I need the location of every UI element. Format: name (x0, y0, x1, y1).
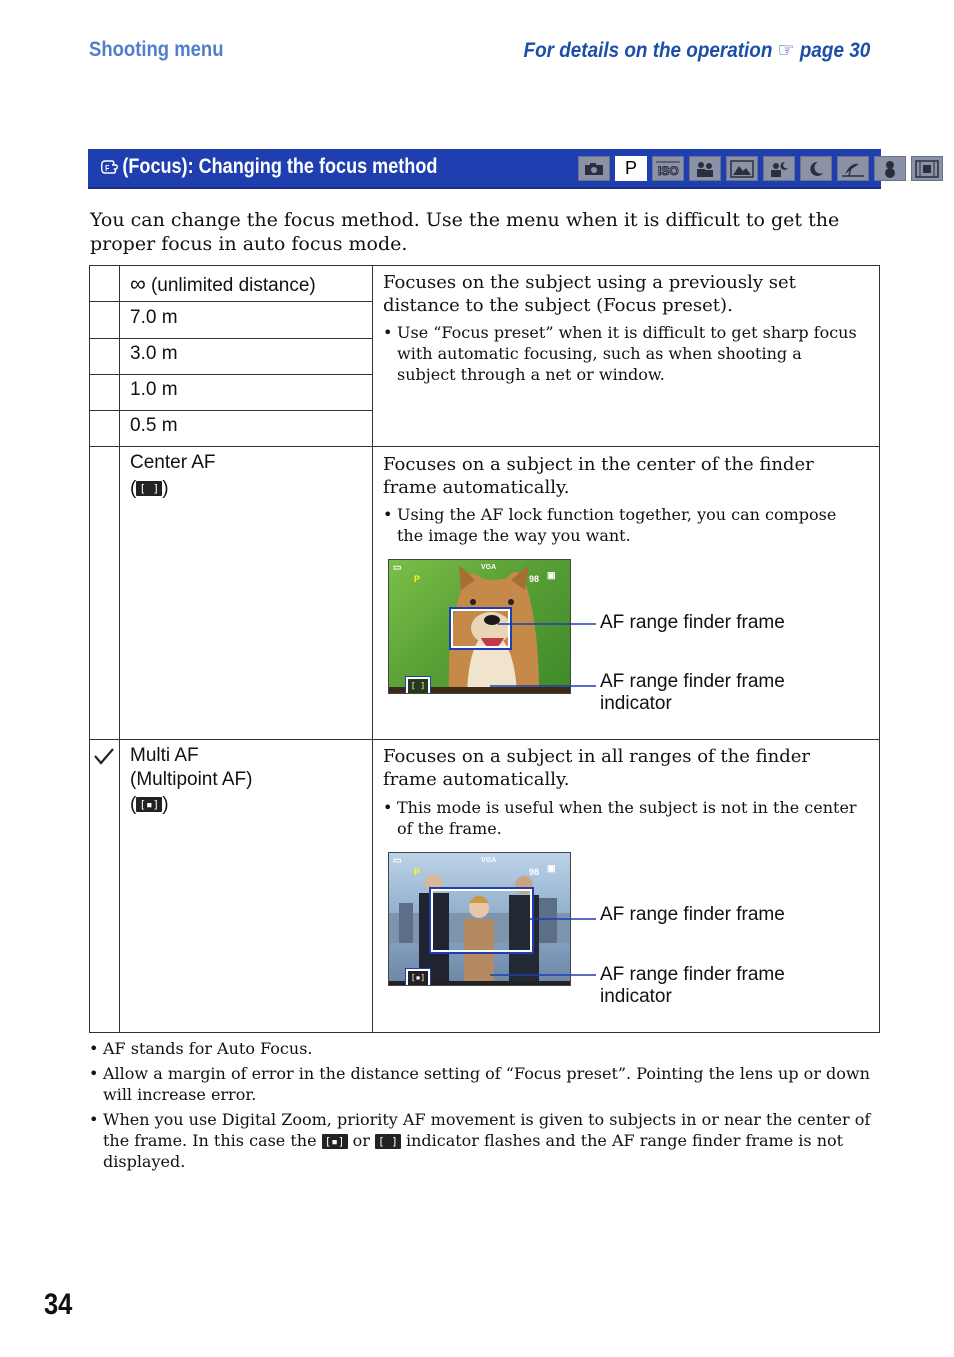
program-mode-icon: P (615, 156, 647, 181)
center-af-icon-line (130, 478, 169, 500)
table-divider (90, 301, 372, 302)
infinity-icon: ∞ (130, 271, 146, 296)
lcd-shot-count: 98 (529, 867, 540, 877)
multi-af-bullet: • This mode is useful when the subject is not in the center of the frame. (383, 797, 863, 839)
focus-preset-bullet: • Use “Focus preset” when it is difficult to get sharp focus with automatic focusing, such as when shooting a subject through a net or window. (383, 322, 863, 385)
option-1m[interactable]: 1.0 m (130, 379, 178, 400)
af-indicator-callout: AF range finder frame indicator (600, 671, 785, 714)
af-indicator-icon: [ ] (406, 677, 430, 694)
note-item: • Allow a margin of error in the distance setting of “Focus preset”. Pointing the lens up or down will increase error. (89, 1063, 884, 1105)
lcd-shot-count: 98 (529, 574, 540, 584)
memory-icon: ▣ (547, 570, 556, 580)
note-item (89, 1109, 884, 1172)
table-divider (90, 410, 372, 411)
center-af-bullet: • Using the AF lock function together, you can compose the image the way you want. (383, 504, 863, 546)
paren: ) (162, 478, 169, 499)
table-divider (372, 266, 373, 1032)
multi-af-icon: [▪] (322, 1134, 348, 1149)
paren: ( (130, 478, 137, 499)
page-reference-link[interactable]: page 30 (799, 39, 870, 62)
twilight-portrait-mode-icon (763, 156, 795, 181)
battery-icon: ▭ (393, 562, 402, 572)
landscape-mode-icon (726, 156, 758, 181)
intro-paragraph: You can change the focus method. Use the menu when it is difficult to get the proper focus in auto focus mode. (90, 209, 840, 255)
paren: ) (162, 794, 169, 815)
focus-options-table (89, 265, 880, 1033)
table-row[interactable] (130, 271, 316, 297)
option-multi-af[interactable]: Multi AF (130, 745, 199, 766)
portrait-mode-icon (689, 156, 721, 181)
option-3m[interactable]: 3.0 m (130, 343, 178, 364)
option-center-af[interactable]: Center AF (130, 452, 216, 473)
callout-lines (490, 616, 600, 696)
center-af-description: Focuses on a subject in the center of the finder frame automatically. (383, 454, 814, 498)
lcd-image-size: VGA (481, 857, 497, 864)
multi-af-sublabel: (Multipoint AF) (130, 769, 253, 790)
camera-mode-icon (578, 156, 610, 181)
mode-icon-strip (578, 156, 943, 181)
focus-preset-description: Focuses on the subject using a previously set distance to the subject (Focus preset). (383, 272, 796, 316)
default-check-icon (93, 746, 115, 770)
table-divider (90, 374, 372, 375)
details-text: For details on the operation (523, 39, 773, 62)
title-text: (Focus): Changing the focus method (122, 155, 438, 178)
table-divider (90, 739, 879, 740)
multi-af-icon: [▪] (136, 797, 162, 812)
table-divider (90, 446, 879, 447)
option-7m[interactable]: 7.0 m (130, 307, 178, 328)
af-frame-callout: AF range finder frame (600, 904, 785, 925)
svg-text:ISO: ISO (658, 163, 679, 178)
callout-lines (490, 911, 600, 991)
section-title: Shooting menu (89, 38, 224, 61)
multi-af-description: Focuses on a subject in all ranges of the finder frame automatically. (383, 746, 810, 790)
focus-hand-icon (100, 156, 119, 176)
af-frame-callout: AF range finder frame (600, 612, 785, 633)
center-af-icon: [ ] (375, 1134, 401, 1149)
page-title (100, 155, 437, 179)
hand-pointer-icon: ☞ (777, 39, 795, 62)
note-item: • AF stands for Auto Focus. (89, 1038, 884, 1059)
memory-icon: ▣ (547, 863, 556, 873)
note-text: When you use Digital Zoom, priority AF movement is given to subjects in or near the center of the frame. In this case the (103, 1110, 871, 1150)
center-af-icon: [ ] (136, 481, 162, 496)
title-bar (88, 149, 881, 189)
battery-icon: ▭ (393, 855, 402, 865)
multi-af-icon-line (130, 794, 169, 816)
svg-text:F: F (105, 163, 110, 174)
page-number: 34 (44, 1288, 73, 1321)
option-0-5m[interactable]: 0.5 m (130, 415, 178, 436)
twilight-mode-icon (800, 156, 832, 181)
snow-mode-icon (874, 156, 906, 181)
movie-mode-icon (911, 156, 943, 181)
lcd-image-size: VGA (481, 564, 497, 571)
table-divider (90, 338, 372, 339)
table-divider (119, 266, 120, 1032)
details-reference (523, 38, 870, 63)
note-text: or (352, 1131, 370, 1150)
notes-list (89, 1038, 884, 1176)
af-indicator-callout: AF range finder frame indicator (600, 964, 785, 1007)
paren: ( (130, 794, 137, 815)
iso-mode-icon (652, 156, 684, 181)
beach-mode-icon (837, 156, 869, 181)
lcd-mode: P (414, 574, 421, 584)
note-text: indicator flashes and the AF range finder frame is not displayed. (103, 1131, 844, 1171)
option-unlimited-distance: (unlimited distance) (150, 275, 316, 296)
af-indicator-icon: [▪] (406, 969, 430, 986)
lcd-mode: P (414, 867, 421, 877)
